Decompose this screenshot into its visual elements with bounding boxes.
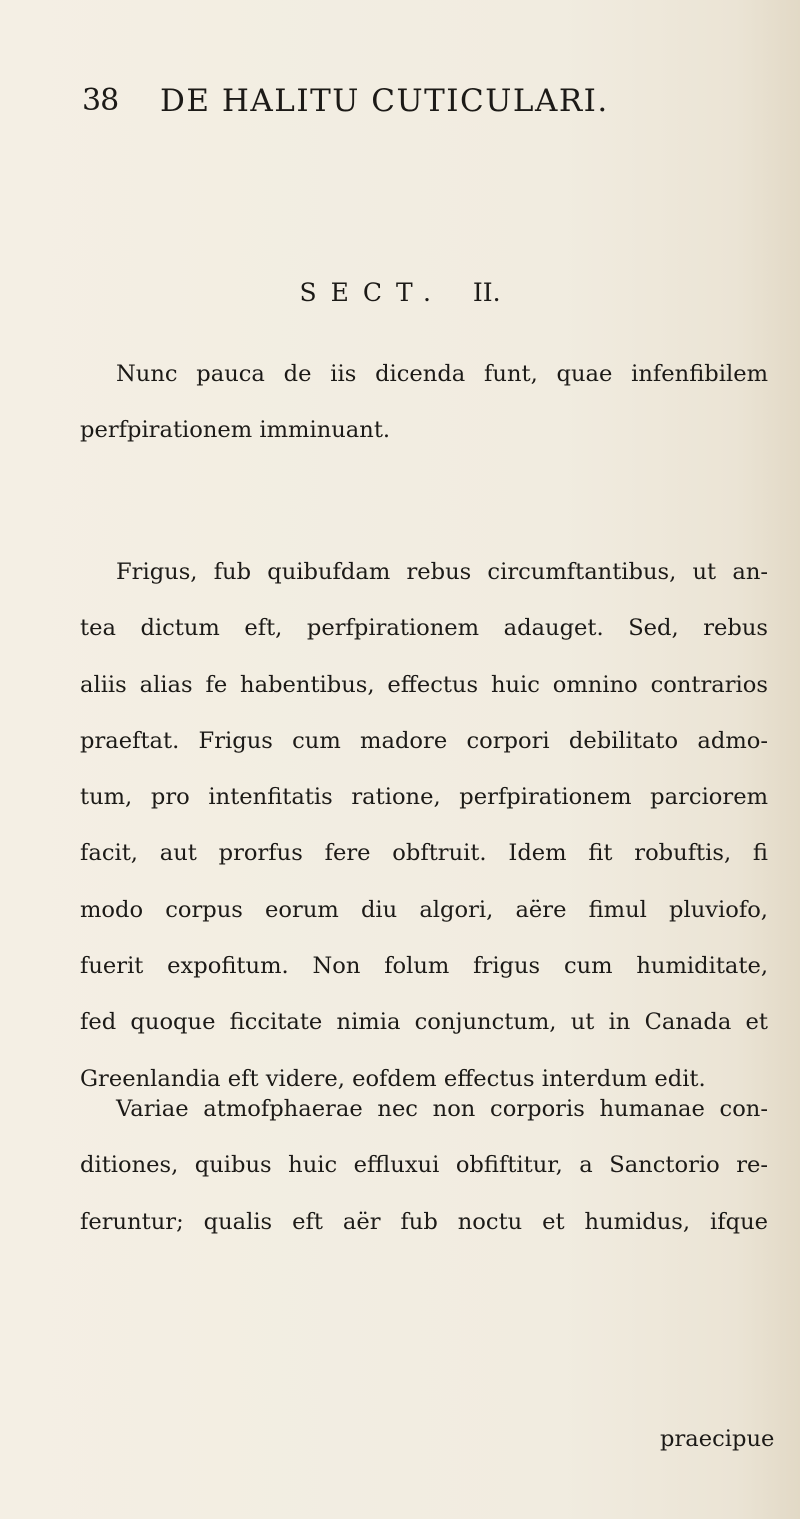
text-line: Greenlandia eft videre, eofdem effectus interdum edit. <box>80 1065 706 1092</box>
text-line: fed quoque ficcitate nimia conjunctum, ut in Canada et <box>80 1009 768 1036</box>
text-line: praeftat. Frigus cum madore corpori debilitato admo- <box>80 727 768 754</box>
text-line: Variae atmofphaerae nec non corporis humanae con- <box>116 1096 768 1122</box>
text-line: feruntur; qualis eft aër fub noctu et humidus, ifque <box>80 1208 768 1235</box>
catchword: praecipue <box>660 1426 775 1452</box>
section-number: II. <box>472 278 501 307</box>
paragraph-1 <box>80 346 768 459</box>
text-line: facit, aut prorfus fere obftruit. Idem fit robuftis, fi <box>80 840 768 867</box>
text-line: aliis alias fe habentibus, effectus huic omnino contrarios <box>80 671 768 698</box>
paragraph-3 <box>80 1081 768 1250</box>
text-line: fuerit expofitum. Non folum frigus cum humiditate, <box>80 953 768 980</box>
section-word: SECT. <box>299 278 445 307</box>
paragraph-2 <box>80 544 768 1107</box>
text-line: Frigus, fub quibufdam rebus circumftantibus, ut an- <box>116 559 768 585</box>
section-heading <box>0 278 800 308</box>
text-line: perfpirationem imminuant. <box>80 417 391 444</box>
text-line: Nunc pauca de iis dicenda funt, quae infenfibilem <box>116 361 768 387</box>
page-number: 38 <box>82 83 119 118</box>
text-line: modo corpus eorum diu algori, aëre fimul pluviofo, <box>80 896 768 923</box>
text-line: tum, pro intenfitatis ratione, perfpirationem parciorem <box>80 784 768 811</box>
running-head: DE HALITU CUTICULARI. <box>160 83 609 119</box>
text-line: ditiones, quibus huic effluxui obfiftitur, a Sanctorio re- <box>80 1152 768 1179</box>
text-line: tea dictum eft, perfpirationem adauget. Sed, rebus <box>80 615 768 642</box>
